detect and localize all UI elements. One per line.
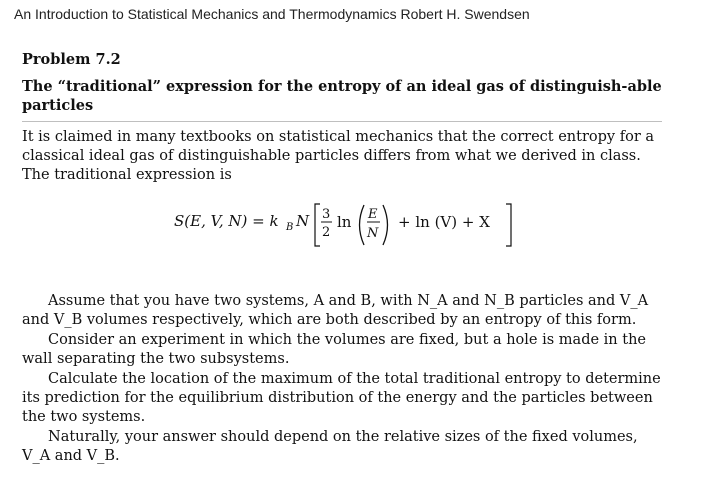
entropy-formula bbox=[174, 196, 534, 252]
paragraph-consider: Consider an experiment in which the volumes are fixed, but a hole is made in the wall separating the two subsystems. bbox=[22, 332, 646, 367]
problem-block bbox=[22, 50, 662, 185]
formula-ln: ln bbox=[337, 213, 352, 231]
frac-denominator: N bbox=[367, 226, 379, 241]
paragraph-calculate: Calculate the location of the maximum of the total traditional entropy to determine its prediction for the equilibrium distribution of the energy and the particles between the two systems. bbox=[22, 371, 661, 425]
book-header: An Introduction to Statistical Mechanics and Thermodynamics Robert H. Swendsen bbox=[14, 6, 530, 22]
entropy-formula-svg bbox=[174, 196, 534, 252]
paragraph-naturally: Naturally, your answer should depend on the relative sizes of the fixed volumes, V_A and V_B. bbox=[22, 429, 638, 464]
problem-label: Problem 7.2 bbox=[22, 51, 121, 68]
right-bracket bbox=[506, 204, 511, 246]
problem-title: The “traditional” expression for the entropy of an ideal gas of distinguish-able particles bbox=[22, 78, 662, 114]
formula-lhs: S(E, V, N) = k bbox=[174, 212, 279, 230]
formula-kb-sub: B bbox=[286, 222, 294, 233]
divider bbox=[22, 121, 662, 122]
formula-tail: + ln (V) + X bbox=[398, 213, 490, 231]
right-paren bbox=[383, 205, 388, 245]
formula-n: N bbox=[296, 212, 310, 230]
coef-numerator: 3 bbox=[322, 207, 331, 222]
frac-numerator: E bbox=[368, 207, 378, 222]
intro-text: It is claimed in many textbooks on statistical mechanics that the correct entropy for a classical ideal gas of distinguishable particles differs from what we derived in class. The traditional expression is bbox=[22, 129, 655, 183]
left-bracket bbox=[315, 204, 320, 246]
left-paren bbox=[360, 205, 365, 245]
paragraph-assume: Assume that you have two systems, A and B, with N_A and N_B particles and V_A and V_B volumes respectively, which are both described by an entropy of this form. bbox=[22, 293, 649, 328]
coef-denominator: 2 bbox=[322, 225, 331, 240]
